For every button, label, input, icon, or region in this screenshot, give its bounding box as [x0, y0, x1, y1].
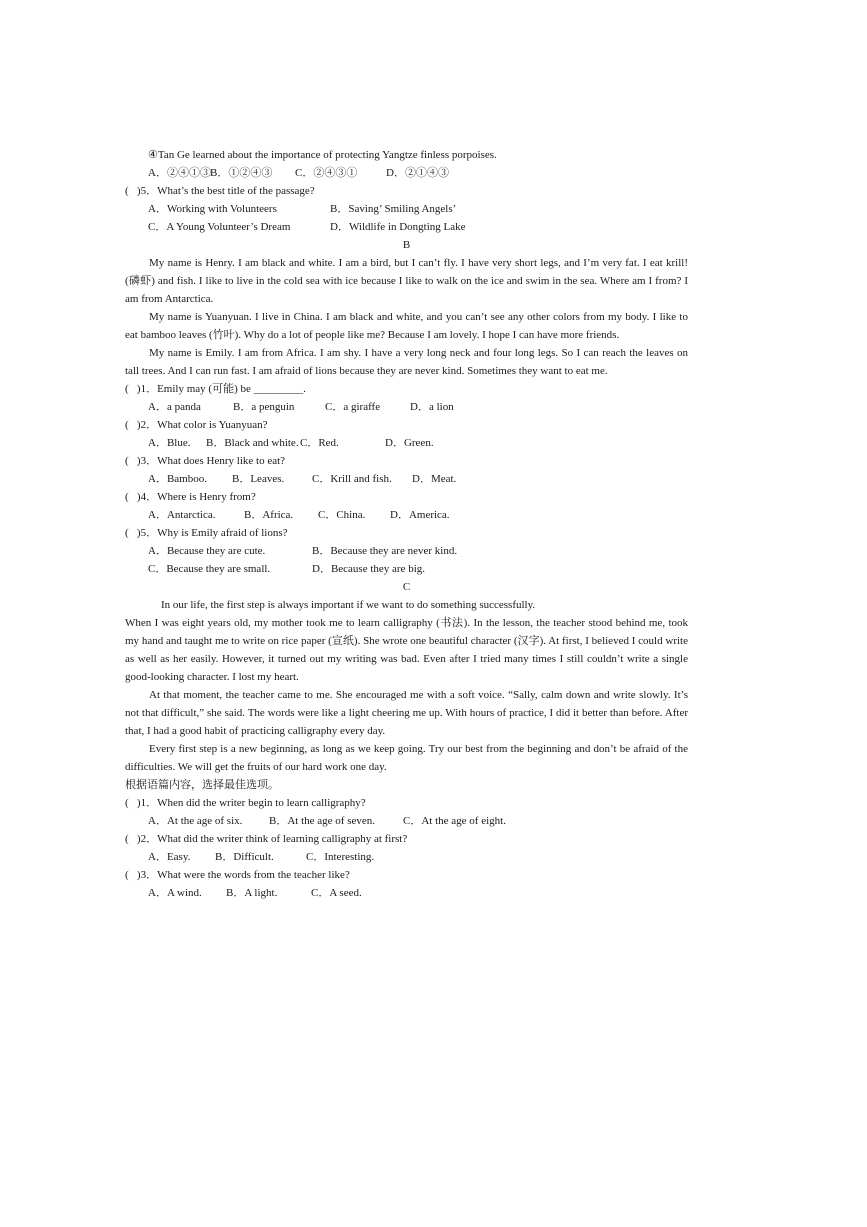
q5-options-row1 [125, 200, 688, 218]
passage-paragraph: My name is Yuanyuan. I live in China. I am black and white, and you can’t see any other colors from my body. I like to eat bamboo leaves (竹叶). Why do a lot of people like me? Because I am lovely. I hope I can have more friends. [125, 311, 688, 341]
option: B．Leaves. [232, 473, 285, 485]
option: D．②①④③ [386, 167, 449, 179]
question-b3: ( )3．What does Henry like to eat? [125, 455, 286, 467]
option: B．①②④③ [210, 167, 273, 179]
question-c1-options [125, 812, 688, 830]
question-b2: ( )2．What color is Yuanyuan? [125, 419, 268, 431]
question-b5: ( )5．Why is Emily afraid of lions? [125, 527, 288, 539]
option: A．Bamboo. [148, 473, 207, 485]
passage-paragraph: Every first step is a new beginning, as long as we keep going. Try our best from the beginning and don’t be afraid of the difficulties. We will get the fruits of our hard work one day. [125, 743, 688, 773]
section-c-heading: C [402, 581, 411, 593]
passage-intro: In our life, the first step is always important if we want to do something successfully. [161, 599, 536, 611]
option: D．Wildlife in Dongting Lake [330, 221, 466, 233]
option: A．Blue. [148, 437, 191, 449]
option: D．America. [390, 509, 450, 521]
option: D．Meat. [412, 473, 457, 485]
option: A．②④①③ [148, 167, 211, 179]
option: A．Easy. [148, 851, 191, 863]
option: A．A wind. [148, 887, 202, 899]
option: C．China. [318, 509, 366, 521]
option: B．Because they are never kind. [312, 545, 458, 557]
option: B．Black and white. [206, 437, 299, 449]
question-c2-options [125, 848, 688, 866]
option: C．At the age of eight. [403, 815, 506, 827]
option: A．a panda [148, 401, 201, 413]
option: C．Interesting. [306, 851, 375, 863]
question-b3-options [125, 470, 688, 488]
option: A．Working with Volunteers [148, 203, 277, 215]
question-c1: ( )1．When did the writer begin to learn calligraphy? [125, 797, 366, 809]
instruction-text: 根据语篇内容，选择最佳选项。 [125, 779, 279, 791]
question-b5-options-row2 [125, 560, 688, 578]
q4-options [125, 164, 688, 182]
question-a5: ( )5．What’s the best title of the passage? [125, 185, 315, 197]
question-b1: ( )1．Emily may (可能) be _________. [125, 383, 306, 395]
option: D．Green. [385, 437, 434, 449]
passage-paragraph: My name is Emily. I am from Africa. I am shy. I have a very long neck and four long legs. So I can reach the leaves on tall trees. And I can run fast. I am afraid of lions because they are never kind. Sometimes they want to eat me. [125, 347, 688, 377]
option: D．Because they are big. [312, 563, 426, 575]
question-b1-options [125, 398, 688, 416]
option: B．Saving’ Smiling Angels’ [330, 203, 457, 215]
option: C．Because they are small. [148, 563, 271, 575]
option: C．A Young Volunteer’s Dream [148, 221, 291, 233]
question-b2-options [125, 434, 688, 452]
passage-paragraph: When I was eight years old, my mother took me to learn calligraphy (书法). In the lesson, the teacher stood behind me, took my hand and taught me to write on rice paper (宣纸). She wrote one beautiful character (汉字). At first, I believed I could write as well as her easily. However, it turned out my writing was bad. Even after I tried many times I still couldn’t write a single good-looking character. I lost my heart. [125, 617, 688, 683]
question-b4-options [125, 506, 688, 524]
option: C．②④③① [295, 167, 358, 179]
option: A．Antarctica. [148, 509, 216, 521]
option: B．Difficult. [215, 851, 274, 863]
question-b5-options-row1 [125, 542, 688, 560]
question-b4: ( )4．Where is Henry from? [125, 491, 256, 503]
passage-paragraph: My name is Henry. I am black and white. I am a bird, but I can’t fly. I have very short legs, and I’m very fat. I eat krill! (磷虾) and fish. I like to live in the cold sea with ice because I like to walk on the ice and swim in the sea. Where am I from? I am from Antarctica. [125, 257, 688, 305]
statement-4: ④Tan Ge learned about the importance of protecting Yangtze finless porpoises. [148, 149, 497, 161]
option: B．A light. [226, 887, 278, 899]
option: B．At the age of seven. [269, 815, 375, 827]
section-b-heading: B [402, 239, 411, 251]
question-c2: ( )2．What did the writer think of learning calligraphy at first? [125, 833, 408, 845]
worksheet-page [125, 146, 688, 902]
option: B．Africa. [244, 509, 294, 521]
option: C．Krill and fish. [312, 473, 392, 485]
q5-options-row2 [125, 218, 688, 236]
option: A．Because they are cute. [148, 545, 266, 557]
passage-paragraph: At that moment, the teacher came to me. She encouraged me with a soft voice. “Sally, calm down and write slowly. It’s not that difficult,” she said. The words were like a light cheering me up. With hours of practice, I did it better than before. After that, I had a good habit of practicing calligraphy every day. [125, 689, 688, 737]
option: C．a giraffe [325, 401, 381, 413]
option: C．Red. [300, 437, 339, 449]
option: B．a penguin [233, 401, 295, 413]
question-c3: ( )3．What were the words from the teacher like? [125, 869, 350, 881]
option: A．At the age of six. [148, 815, 243, 827]
question-c3-options [125, 884, 688, 902]
option: D．a lion [410, 401, 454, 413]
option: C．A seed. [311, 887, 362, 899]
